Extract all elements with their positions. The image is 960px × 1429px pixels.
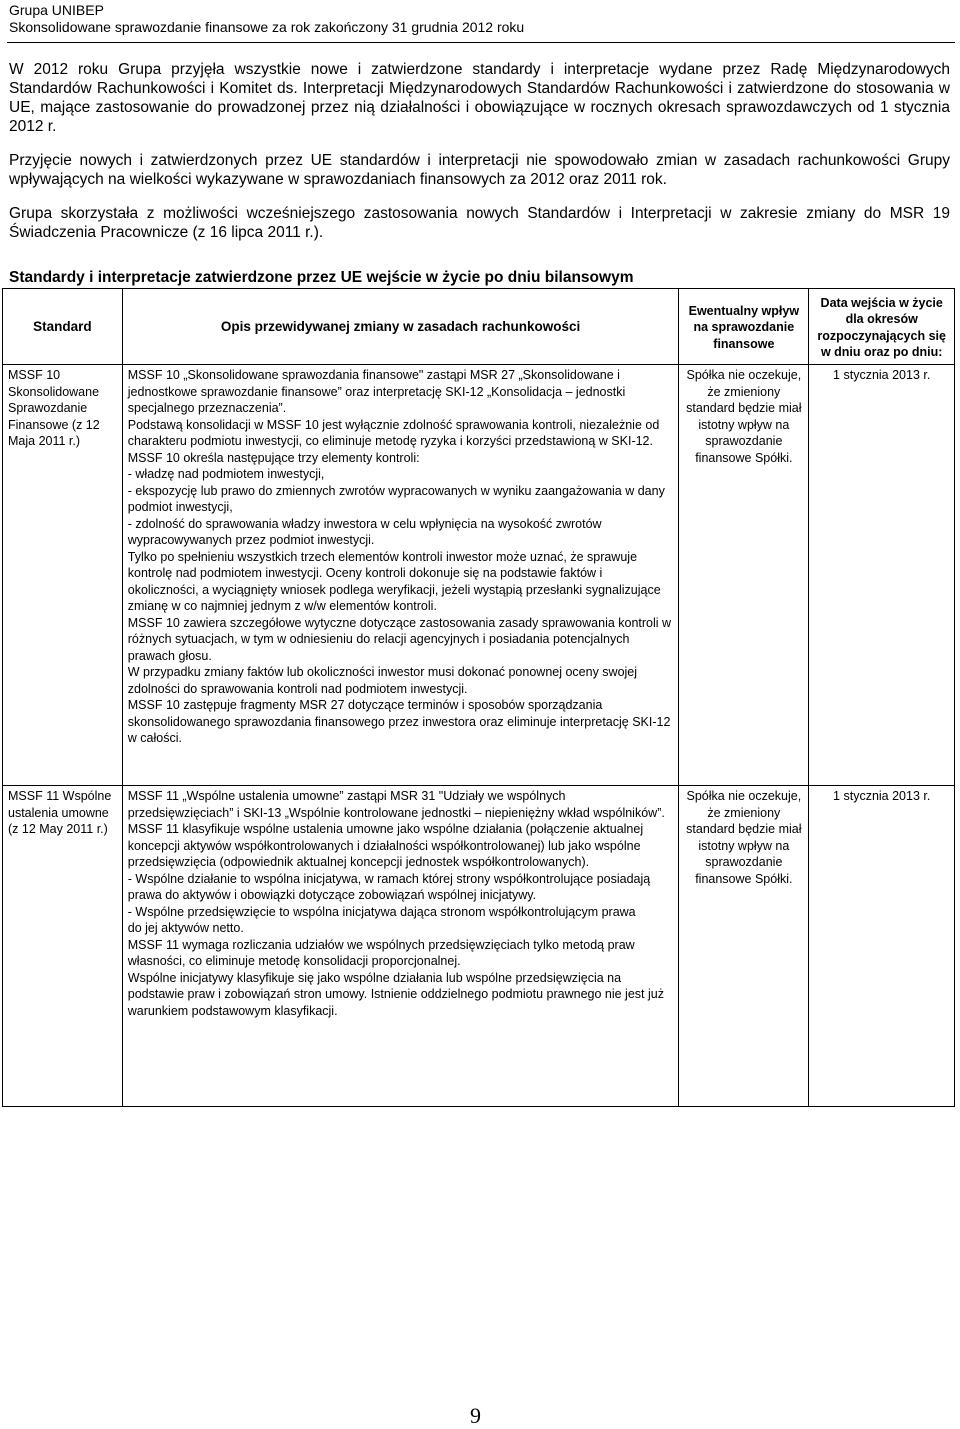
description-line: MSSF 10 „Skonsolidowane sprawozdania finansowe" zastąpi MSR 27 „Skonsolidowane i jednostkowe sprawozdanie finansowe” oraz interpretację SKI-12 „Konsolidacja – jednostki specjalnego przeznaczenia”. bbox=[127, 368, 626, 415]
description-line: Podstawą konsolidacji w MSSF 10 jest wyłącznie zdolność sprawowania kontroli, niezależnie od charakteru podmiotu inwestycji, co eliminuje metodę ryzyka i korzyści przedstawioną w SKI-12. bbox=[127, 417, 660, 448]
description-line: MSSF 10 zastępuje fragmenty MSR 27 dotyczące terminów i sposobów sporządzania skonsolidowanego sprawozdania finansowego przez inwestora oraz eliminuje interpretację SKI-12 w całości. bbox=[127, 698, 671, 745]
paragraph-no-changes: Przyjęcie nowych i zatwierdzonych przez UE standardów i interpretacji nie spowodowało zmian w zasadach rachunkowości Grupy wpływających na wielkości wykazywane w sprawozdaniach finansowych za 2012 oraz 2011 rok. bbox=[9, 152, 950, 188]
description-line: - Wspólne przedsięwzięcie to wspólna inicjatywa dająca stronom współkontrolującym prawa bbox=[127, 904, 636, 919]
effective-date-cell: 1 stycznia 2013 r. bbox=[809, 786, 955, 1107]
description-line: - władzę nad podmiotem inwestycji, bbox=[127, 467, 325, 481]
table-row bbox=[3, 786, 955, 1107]
standard-cell: MSSF 11 Wspólne ustalenia umowne (z 12 May 2011 r.) bbox=[3, 786, 123, 1107]
description-line: - zdolność do sprawowania władzy inwestora w celu wpłynięcia na wysokość zwrotów wypracowywanych przez podmiot inwestycji. bbox=[127, 516, 602, 547]
description-line: - Wspólne działanie to wspólna inicjatywa, w ramach której strony współkontrolujące posiadają prawa do aktywów i obowiązki dotyczące zobowiązań wspólnej inicjatywy. bbox=[127, 871, 651, 902]
description-cell bbox=[122, 786, 679, 1107]
description-line: W przypadku zmiany faktów lub okoliczności inwestor musi dokonać ponownej oceny swojej zdolności do sprawowania kontroli nad podmiotem inwestycji. bbox=[127, 665, 638, 696]
paragraph-adopted-standards: W 2012 roku Grupa przyjęła wszystkie nowe i zatwierdzone standardy i interpretacje wydane przez Radę Międzynarodowych Standardów Rachunkowości i Komitet ds. Interpretacji Międzynarodowych Standardów Rachunkowości i zatwierdzone do stosowania w UE, mające zastosowanie do prowadzonej przez nią działalności i obowiązujące w rocznych okresach sprawozdawczych od 1 stycznia 2012 r. bbox=[9, 61, 950, 135]
description-line: MSSF 10 określa następujące trzy elementy kontroli: bbox=[127, 450, 420, 465]
impact-cell: Spółka nie oczekuje, że zmieniony standard będzie miał istotny wpływ na sprawozdanie finansowe Spółki. bbox=[679, 786, 809, 1107]
description-line: MSSF 11 klasyfikuje wspólne ustalenia umowne jako wspólne działania (połączenie aktualnej koncepcji aktywów współkontrolowanych i działalności współkontrolowanej) lub jako wspólne przedsięwzięcia (odpowiednik aktualnej koncepcji jednostek współkontrolowanych). bbox=[127, 822, 644, 869]
column-header-description: Opis przewidywanej zmiany w zasadach rachunkowości bbox=[122, 289, 679, 365]
description-line: MSSF 11 wymaga rozliczania udziałów we wspólnych przedsięwzięciach tylko metodą praw własności, co eliminuje metodę konsolidacji proporcjonalnej. bbox=[127, 937, 635, 968]
description-line: - ekspozycję lub prawo do zmiennych zwrotów wypracowanych w wyniku zaangażowania w dany podmiot inwestycji, bbox=[127, 483, 665, 514]
column-header-effective-date: Data wejścia w życie dla okresów rozpoczynających się w dniu oraz po dniu: bbox=[809, 289, 955, 365]
column-header-impact: Ewentualny wpływ na sprawozdanie finansowe bbox=[679, 289, 809, 365]
table-header-row bbox=[3, 289, 955, 365]
description-line: Wspólne inicjatywy klasyfikuje się jako wspólne działania lub wspólne przedsięwzięcia na podstawie praw i zobowiązań stron umowy. Istnienie oddzielnego podmiotu prawnego nie jest już warunkiem podstawowym klasyfikacji. bbox=[127, 970, 664, 1018]
description-line: MSSF 10 zawiera szczegółowe wytyczne dotyczące zastosowania zasady sprawowania kontroli w różnych sytuacjach, w tym w odniesieniu do relacji agencyjnych i posiadania potencjalnych prawach głosu. bbox=[127, 615, 672, 663]
paragraph-early-adoption: Grupa skorzystała z możliwości wcześniejszego zastosowania nowych Standardów i Interpretacji w zakresie zmiany do MSR 19 Świadczenia Pracownicze (z 16 lipca 2011 r.). bbox=[9, 205, 950, 241]
standards-table bbox=[2, 288, 955, 1107]
company-name: Grupa UNIBEP bbox=[9, 2, 104, 18]
column-header-standard: Standard bbox=[3, 289, 123, 365]
description-cell bbox=[122, 365, 679, 786]
table-row bbox=[3, 365, 955, 786]
impact-cell: Spółka nie oczekuje, że zmieniony standard będzie miał istotny wpływ na sprawozdanie finansowe Spółki. bbox=[679, 365, 809, 786]
section-title: Standardy i interpretacje zatwierdzone przez UE wejście w życie po dniu bilansowym bbox=[9, 269, 634, 286]
description-line: Tylko po spełnieniu wszystkich trzech elementów kontroli inwestor może uznać, że sprawuje kontrolę nad podmiotem inwestycji. Oceny kontroli dokonuje się na podstawie faktów i okoliczności, a wyciągnięty wniosek podlega weryfikacji, jeżeli wystąpią przesłanki sygnalizujące zmianę w co najmniej jednym z w/w elementów kontroli. bbox=[127, 549, 661, 613]
effective-date-cell: 1 stycznia 2013 r. bbox=[809, 365, 955, 786]
header-divider bbox=[7, 42, 955, 43]
description-line: MSSF 11 „Wspólne ustalenia umowne” zastąpi MSR 31 "Udziały we wspólnych przedsięwzięciach” i SKI-13 „Wspólnie kontrolowane jednostki – niepieniężny wkład wspólników”. bbox=[127, 789, 665, 820]
page-header bbox=[9, 2, 955, 36]
page-number: 9 bbox=[470, 1403, 481, 1428]
description-line: do jej aktywów netto. bbox=[127, 921, 244, 935]
standard-cell: MSSF 10 Skonsolidowane Sprawozdanie Finansowe (z 12 Maja 2011 r.) bbox=[3, 365, 123, 786]
report-title: Skonsolidowane sprawozdanie finansowe za rok zakończony 31 grudnia 2012 roku bbox=[9, 19, 525, 35]
